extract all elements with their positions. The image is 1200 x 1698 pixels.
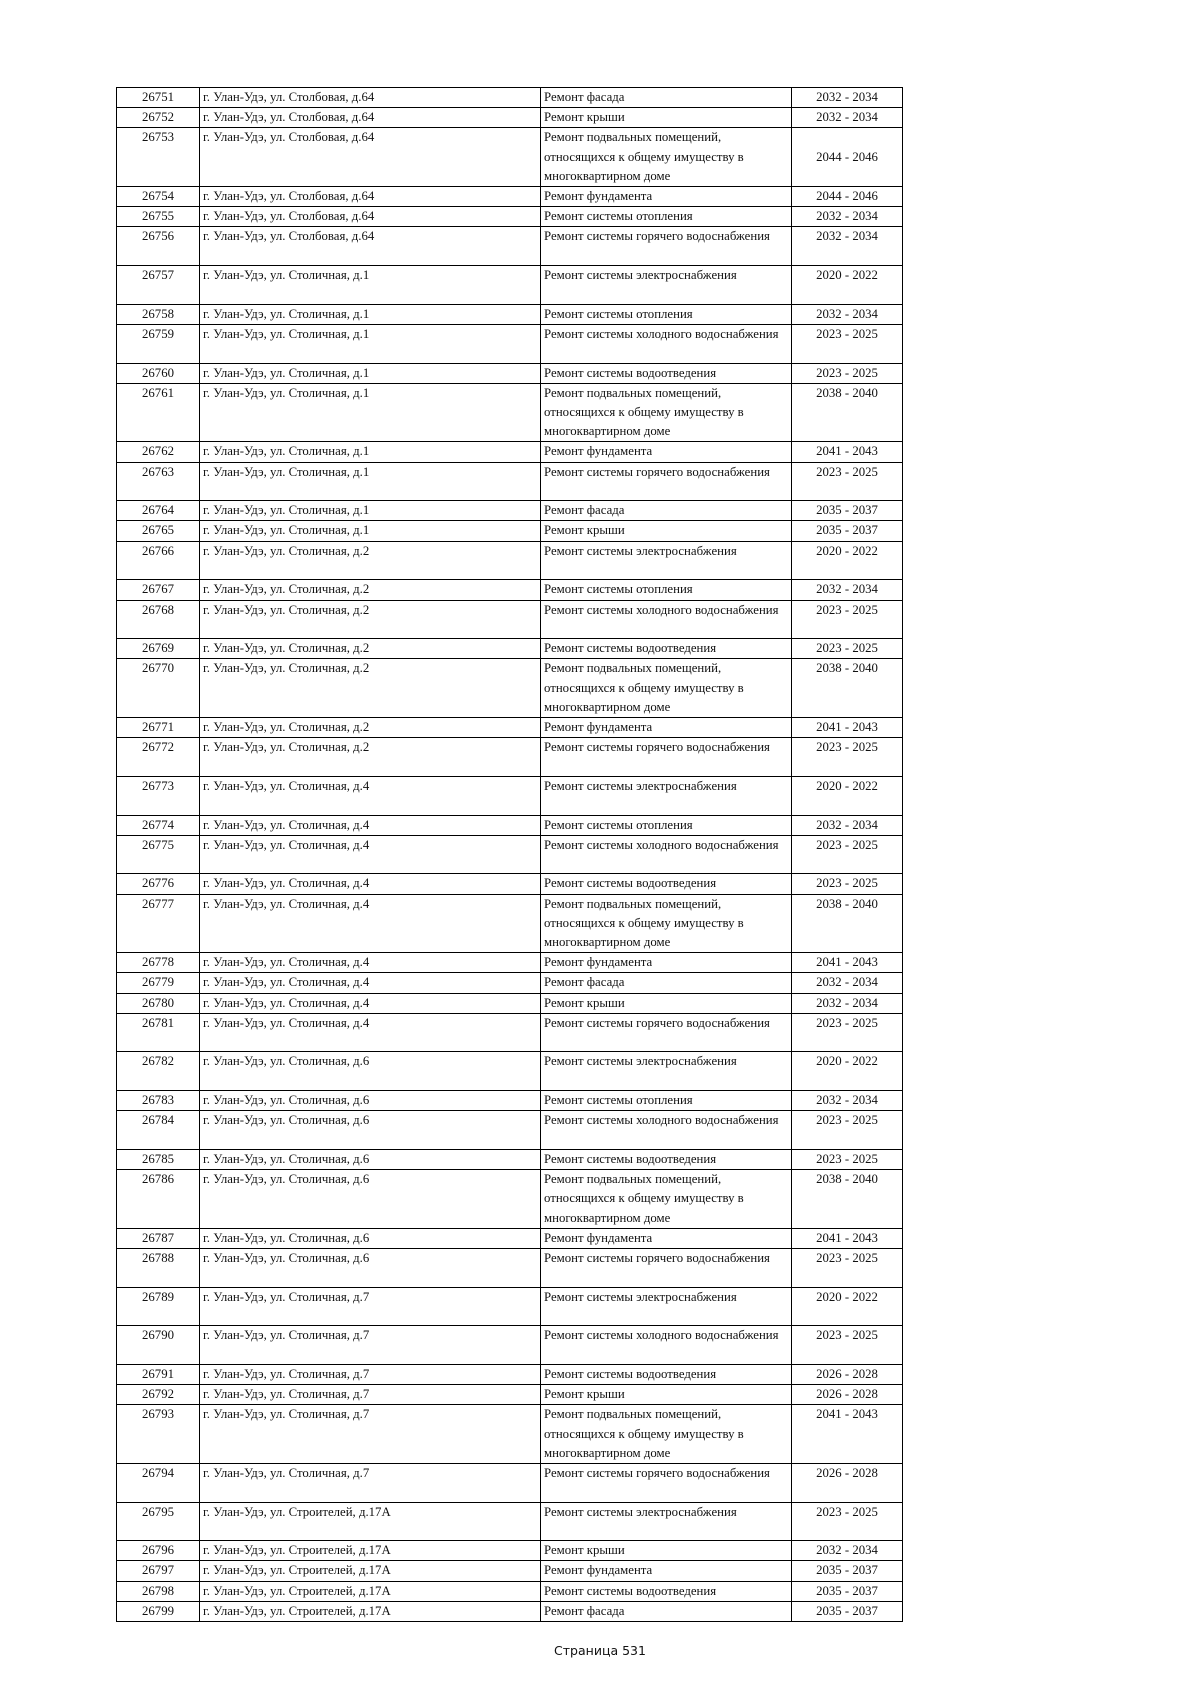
table-row <box>117 1228 903 1248</box>
row-work-type: Ремонт подвальных помещений, относящихся к общему имуществу в многоквартирном доме <box>541 894 792 953</box>
table-row <box>117 266 903 305</box>
row-work-type: Ремонт крыши <box>541 1385 792 1405</box>
table-row <box>117 1091 903 1111</box>
row-work-type: Ремонт крыши <box>541 993 792 1013</box>
row-number: 26763 <box>117 462 200 501</box>
row-address: г. Улан-Удэ, ул. Столичная, д.6 <box>200 1170 541 1229</box>
row-work-type: Ремонт системы горячего водоснабжения <box>541 1013 792 1052</box>
row-period: 2032 - 2034 <box>792 88 903 108</box>
row-number: 26767 <box>117 580 200 600</box>
row-address: г. Улан-Удэ, ул. Столичная, д.7 <box>200 1326 541 1365</box>
table-row <box>117 462 903 501</box>
row-number: 26753 <box>117 128 200 187</box>
row-work-type: Ремонт системы горячего водоснабжения <box>541 227 792 266</box>
row-address: г. Улан-Удэ, ул. Столичная, д.4 <box>200 973 541 993</box>
row-work-type: Ремонт подвальных помещений, относящихся к общему имуществу в многоквартирном доме <box>541 383 792 442</box>
row-number: 26766 <box>117 541 200 580</box>
row-address: г. Улан-Удэ, ул. Столбовая, д.64 <box>200 227 541 266</box>
row-work-type: Ремонт системы отопления <box>541 207 792 227</box>
row-address: г. Улан-Удэ, ул. Столичная, д.1 <box>200 442 541 462</box>
table-row <box>117 227 903 266</box>
row-period: 2023 - 2025 <box>792 874 903 894</box>
row-period: 2032 - 2034 <box>792 108 903 128</box>
row-number: 26772 <box>117 738 200 777</box>
row-number: 26788 <box>117 1248 200 1287</box>
table-row <box>117 1541 903 1561</box>
table-row <box>117 738 903 777</box>
row-address: г. Улан-Удэ, ул. Столичная, д.7 <box>200 1405 541 1464</box>
table-row <box>117 88 903 108</box>
table-row <box>117 835 903 874</box>
row-number: 26754 <box>117 187 200 207</box>
table-row <box>117 815 903 835</box>
row-address: г. Улан-Удэ, ул. Столичная, д.6 <box>200 1052 541 1091</box>
table-row <box>117 128 903 187</box>
row-address: г. Улан-Удэ, ул. Столичная, д.1 <box>200 501 541 521</box>
row-work-type: Ремонт фундамента <box>541 1561 792 1581</box>
table-row <box>117 1013 903 1052</box>
row-work-type: Ремонт системы электроснабжения <box>541 1287 792 1326</box>
row-period: 2023 - 2025 <box>792 600 903 639</box>
row-address: г. Улан-Удэ, ул. Строителей, д.17А <box>200 1561 541 1581</box>
row-address: г. Улан-Удэ, ул. Столичная, д.1 <box>200 521 541 541</box>
row-work-type: Ремонт системы холодного водоснабжения <box>541 1111 792 1150</box>
table-row <box>117 363 903 383</box>
row-period: 2023 - 2025 <box>792 835 903 874</box>
row-work-type: Ремонт системы электроснабжения <box>541 1052 792 1091</box>
row-work-type: Ремонт системы отопления <box>541 1091 792 1111</box>
row-period: 2032 - 2034 <box>792 1091 903 1111</box>
row-address: г. Улан-Удэ, ул. Столичная, д.1 <box>200 462 541 501</box>
row-address: г. Улан-Удэ, ул. Столичная, д.1 <box>200 304 541 324</box>
row-number: 26789 <box>117 1287 200 1326</box>
table-row <box>117 1561 903 1581</box>
row-address: г. Улан-Удэ, ул. Столичная, д.4 <box>200 815 541 835</box>
row-address: г. Улан-Удэ, ул. Строителей, д.17А <box>200 1541 541 1561</box>
table-row <box>117 207 903 227</box>
table-row <box>117 874 903 894</box>
row-work-type: Ремонт системы водоотведения <box>541 874 792 894</box>
row-period: 2032 - 2034 <box>792 580 903 600</box>
row-period: 2023 - 2025 <box>792 1149 903 1169</box>
row-period: 2035 - 2037 <box>792 521 903 541</box>
row-address: г. Улан-Удэ, ул. Столбовая, д.64 <box>200 88 541 108</box>
row-number: 26798 <box>117 1581 200 1601</box>
row-work-type: Ремонт системы водоотведения <box>541 1581 792 1601</box>
row-number: 26799 <box>117 1601 200 1621</box>
row-period: 2038 - 2040 <box>792 383 903 442</box>
row-period: 2032 - 2034 <box>792 1541 903 1561</box>
row-number: 26751 <box>117 88 200 108</box>
row-work-type: Ремонт системы горячего водоснабжения <box>541 1463 792 1502</box>
table-row <box>117 1149 903 1169</box>
row-work-type: Ремонт фундамента <box>541 953 792 973</box>
row-period: 2023 - 2025 <box>792 462 903 501</box>
row-work-type: Ремонт системы водоотведения <box>541 1364 792 1384</box>
row-number: 26757 <box>117 266 200 305</box>
row-address: г. Улан-Удэ, ул. Столичная, д.4 <box>200 874 541 894</box>
row-number: 26760 <box>117 363 200 383</box>
row-number: 26784 <box>117 1111 200 1150</box>
row-address: г. Улан-Удэ, ул. Столичная, д.2 <box>200 718 541 738</box>
row-address: г. Улан-Удэ, ул. Столичная, д.4 <box>200 835 541 874</box>
page-number: Страница 531 <box>554 1643 646 1658</box>
row-period: 2041 - 2043 <box>792 1228 903 1248</box>
row-work-type: Ремонт фасада <box>541 501 792 521</box>
row-number: 26797 <box>117 1561 200 1581</box>
row-period: 2041 - 2043 <box>792 718 903 738</box>
row-address: г. Улан-Удэ, ул. Столичная, д.6 <box>200 1248 541 1287</box>
table-row <box>117 894 903 953</box>
table-row <box>117 1287 903 1326</box>
row-number: 26777 <box>117 894 200 953</box>
table-row <box>117 1052 903 1091</box>
row-address: г. Улан-Удэ, ул. Столбовая, д.64 <box>200 108 541 128</box>
table-row <box>117 1364 903 1384</box>
row-address: г. Улан-Удэ, ул. Столичная, д.4 <box>200 1013 541 1052</box>
row-period: 2035 - 2037 <box>792 1601 903 1621</box>
row-period: 2023 - 2025 <box>792 1248 903 1287</box>
table-row <box>117 776 903 815</box>
row-work-type: Ремонт фундамента <box>541 1228 792 1248</box>
row-number: 26761 <box>117 383 200 442</box>
row-work-type: Ремонт системы холодного водоснабжения <box>541 835 792 874</box>
row-address: г. Улан-Удэ, ул. Столичная, д.4 <box>200 776 541 815</box>
row-address: г. Улан-Удэ, ул. Столичная, д.1 <box>200 363 541 383</box>
table-row <box>117 1326 903 1365</box>
row-address: г. Улан-Удэ, ул. Строителей, д.17А <box>200 1601 541 1621</box>
table-row <box>117 973 903 993</box>
row-period: 2020 - 2022 <box>792 266 903 305</box>
row-period: 2020 - 2022 <box>792 1052 903 1091</box>
table-row <box>117 304 903 324</box>
row-address: г. Улан-Удэ, ул. Столбовая, д.64 <box>200 128 541 187</box>
row-number: 26792 <box>117 1385 200 1405</box>
table-row <box>117 1405 903 1464</box>
row-number: 26752 <box>117 108 200 128</box>
row-address: г. Улан-Удэ, ул. Столичная, д.2 <box>200 738 541 777</box>
row-number: 26796 <box>117 1541 200 1561</box>
row-address: г. Улан-Удэ, ул. Столичная, д.6 <box>200 1091 541 1111</box>
row-work-type: Ремонт системы холодного водоснабжения <box>541 324 792 363</box>
table-body <box>117 88 903 1622</box>
row-address: г. Улан-Удэ, ул. Столичная, д.1 <box>200 324 541 363</box>
table-row <box>117 1463 903 1502</box>
row-work-type: Ремонт фасада <box>541 1601 792 1621</box>
row-period: 2044 - 2046 <box>792 187 903 207</box>
row-period: 2023 - 2025 <box>792 1111 903 1150</box>
row-address: г. Улан-Удэ, ул. Столичная, д.1 <box>200 266 541 305</box>
row-address: г. Улан-Удэ, ул. Столичная, д.4 <box>200 993 541 1013</box>
row-address: г. Улан-Удэ, ул. Столбовая, д.64 <box>200 207 541 227</box>
table-row <box>117 383 903 442</box>
row-work-type: Ремонт системы горячего водоснабжения <box>541 462 792 501</box>
row-address: г. Улан-Удэ, ул. Столичная, д.2 <box>200 580 541 600</box>
table-row <box>117 1601 903 1621</box>
table-row <box>117 108 903 128</box>
table-row <box>117 1385 903 1405</box>
row-work-type: Ремонт подвальных помещений, относящихся к общему имуществу в многоквартирном доме <box>541 128 792 187</box>
row-address: г. Улан-Удэ, ул. Столичная, д.2 <box>200 659 541 718</box>
row-work-type: Ремонт фундамента <box>541 187 792 207</box>
row-address: г. Улан-Удэ, ул. Столичная, д.2 <box>200 541 541 580</box>
table-row <box>117 324 903 363</box>
row-number: 26759 <box>117 324 200 363</box>
row-number: 26769 <box>117 639 200 659</box>
row-address: г. Улан-Удэ, ул. Столичная, д.4 <box>200 894 541 953</box>
table-row <box>117 600 903 639</box>
row-number: 26762 <box>117 442 200 462</box>
row-address: г. Улан-Удэ, ул. Столичная, д.6 <box>200 1149 541 1169</box>
table-row <box>117 580 903 600</box>
row-address: г. Улан-Удэ, ул. Столичная, д.2 <box>200 600 541 639</box>
row-period: 2020 - 2022 <box>792 776 903 815</box>
row-number: 26795 <box>117 1502 200 1541</box>
row-period: 2035 - 2037 <box>792 1581 903 1601</box>
row-number: 26783 <box>117 1091 200 1111</box>
table-row <box>117 639 903 659</box>
row-address: г. Улан-Удэ, ул. Строителей, д.17А <box>200 1581 541 1601</box>
row-number: 26786 <box>117 1170 200 1229</box>
row-work-type: Ремонт системы водоотведения <box>541 639 792 659</box>
row-period: 2023 - 2025 <box>792 639 903 659</box>
row-number: 26768 <box>117 600 200 639</box>
row-period: 2032 - 2034 <box>792 973 903 993</box>
row-address: г. Улан-Удэ, ул. Столичная, д.6 <box>200 1228 541 1248</box>
row-work-type: Ремонт подвальных помещений, относящихся к общему имуществу в многоквартирном доме <box>541 1405 792 1464</box>
row-period: 2044 - 2046 <box>792 128 903 187</box>
row-period: 2032 - 2034 <box>792 304 903 324</box>
row-number: 26771 <box>117 718 200 738</box>
row-period: 2023 - 2025 <box>792 1326 903 1365</box>
table-row <box>117 953 903 973</box>
row-work-type: Ремонт фундамента <box>541 718 792 738</box>
row-period: 2023 - 2025 <box>792 324 903 363</box>
row-period: 2041 - 2043 <box>792 442 903 462</box>
row-work-type: Ремонт системы отопления <box>541 304 792 324</box>
table-row <box>117 187 903 207</box>
row-work-type: Ремонт фундамента <box>541 442 792 462</box>
table-row <box>117 718 903 738</box>
table-row <box>117 1581 903 1601</box>
row-work-type: Ремонт системы водоотведения <box>541 363 792 383</box>
row-period: 2023 - 2025 <box>792 363 903 383</box>
row-number: 26780 <box>117 993 200 1013</box>
row-period: 2023 - 2025 <box>792 1013 903 1052</box>
row-period: 2035 - 2037 <box>792 501 903 521</box>
row-period: 2032 - 2034 <box>792 993 903 1013</box>
row-work-type: Ремонт системы холодного водоснабжения <box>541 600 792 639</box>
row-address: г. Улан-Удэ, ул. Строителей, д.17А <box>200 1502 541 1541</box>
row-work-type: Ремонт системы отопления <box>541 815 792 835</box>
row-number: 26791 <box>117 1364 200 1384</box>
row-address: г. Улан-Удэ, ул. Столичная, д.7 <box>200 1364 541 1384</box>
table-row <box>117 1248 903 1287</box>
table-row <box>117 1111 903 1150</box>
table-row <box>117 541 903 580</box>
row-number: 26755 <box>117 207 200 227</box>
row-period: 2026 - 2028 <box>792 1463 903 1502</box>
row-number: 26774 <box>117 815 200 835</box>
row-period: 2026 - 2028 <box>792 1364 903 1384</box>
row-address: г. Улан-Удэ, ул. Столичная, д.7 <box>200 1287 541 1326</box>
table-row <box>117 521 903 541</box>
row-number: 26787 <box>117 1228 200 1248</box>
row-number: 26758 <box>117 304 200 324</box>
row-period: 2041 - 2043 <box>792 1405 903 1464</box>
row-period: 2041 - 2043 <box>792 953 903 973</box>
row-period: 2020 - 2022 <box>792 541 903 580</box>
row-work-type: Ремонт фасада <box>541 88 792 108</box>
row-address: г. Улан-Удэ, ул. Столичная, д.4 <box>200 953 541 973</box>
row-work-type: Ремонт подвальных помещений, относящихся к общему имуществу в многоквартирном доме <box>541 659 792 718</box>
row-number: 26785 <box>117 1149 200 1169</box>
row-work-type: Ремонт подвальных помещений, относящихся к общему имуществу в многоквартирном доме <box>541 1170 792 1229</box>
row-number: 26775 <box>117 835 200 874</box>
row-period: 2023 - 2025 <box>792 1502 903 1541</box>
row-period: 2032 - 2034 <box>792 815 903 835</box>
row-number: 26770 <box>117 659 200 718</box>
table-row <box>117 659 903 718</box>
row-number: 26794 <box>117 1463 200 1502</box>
row-period: 2026 - 2028 <box>792 1385 903 1405</box>
row-work-type: Ремонт системы электроснабжения <box>541 776 792 815</box>
row-period: 2038 - 2040 <box>792 1170 903 1229</box>
row-number: 26779 <box>117 973 200 993</box>
row-number: 26782 <box>117 1052 200 1091</box>
row-work-type: Ремонт системы электроснабжения <box>541 541 792 580</box>
row-address: г. Улан-Удэ, ул. Столичная, д.1 <box>200 383 541 442</box>
row-number: 26773 <box>117 776 200 815</box>
row-period: 2032 - 2034 <box>792 227 903 266</box>
repair-schedule-table <box>116 87 903 1622</box>
row-period: 2020 - 2022 <box>792 1287 903 1326</box>
table-row <box>117 993 903 1013</box>
row-work-type: Ремонт системы горячего водоснабжения <box>541 738 792 777</box>
row-period: 2032 - 2034 <box>792 207 903 227</box>
table-row <box>117 1502 903 1541</box>
table-row <box>117 442 903 462</box>
row-work-type: Ремонт системы холодного водоснабжения <box>541 1326 792 1365</box>
row-address: г. Улан-Удэ, ул. Столичная, д.2 <box>200 639 541 659</box>
table-row <box>117 1170 903 1229</box>
row-work-type: Ремонт крыши <box>541 108 792 128</box>
row-number: 26781 <box>117 1013 200 1052</box>
row-address: г. Улан-Удэ, ул. Столичная, д.7 <box>200 1463 541 1502</box>
row-period: 2023 - 2025 <box>792 738 903 777</box>
row-address: г. Улан-Удэ, ул. Столбовая, д.64 <box>200 187 541 207</box>
row-number: 26764 <box>117 501 200 521</box>
row-work-type: Ремонт системы электроснабжения <box>541 1502 792 1541</box>
row-work-type: Ремонт крыши <box>541 1541 792 1561</box>
row-number: 26778 <box>117 953 200 973</box>
row-number: 26790 <box>117 1326 200 1365</box>
row-work-type: Ремонт системы водоотведения <box>541 1149 792 1169</box>
table-row <box>117 501 903 521</box>
row-address: г. Улан-Удэ, ул. Столичная, д.7 <box>200 1385 541 1405</box>
row-number: 26765 <box>117 521 200 541</box>
row-work-type: Ремонт системы горячего водоснабжения <box>541 1248 792 1287</box>
row-period: 2035 - 2037 <box>792 1561 903 1581</box>
row-work-type: Ремонт системы электроснабжения <box>541 266 792 305</box>
row-period: 2038 - 2040 <box>792 894 903 953</box>
row-number: 26776 <box>117 874 200 894</box>
row-address: г. Улан-Удэ, ул. Столичная, д.6 <box>200 1111 541 1150</box>
row-work-type: Ремонт фасада <box>541 973 792 993</box>
row-number: 26793 <box>117 1405 200 1464</box>
row-number: 26756 <box>117 227 200 266</box>
row-work-type: Ремонт системы отопления <box>541 580 792 600</box>
row-work-type: Ремонт крыши <box>541 521 792 541</box>
row-period: 2038 - 2040 <box>792 659 903 718</box>
